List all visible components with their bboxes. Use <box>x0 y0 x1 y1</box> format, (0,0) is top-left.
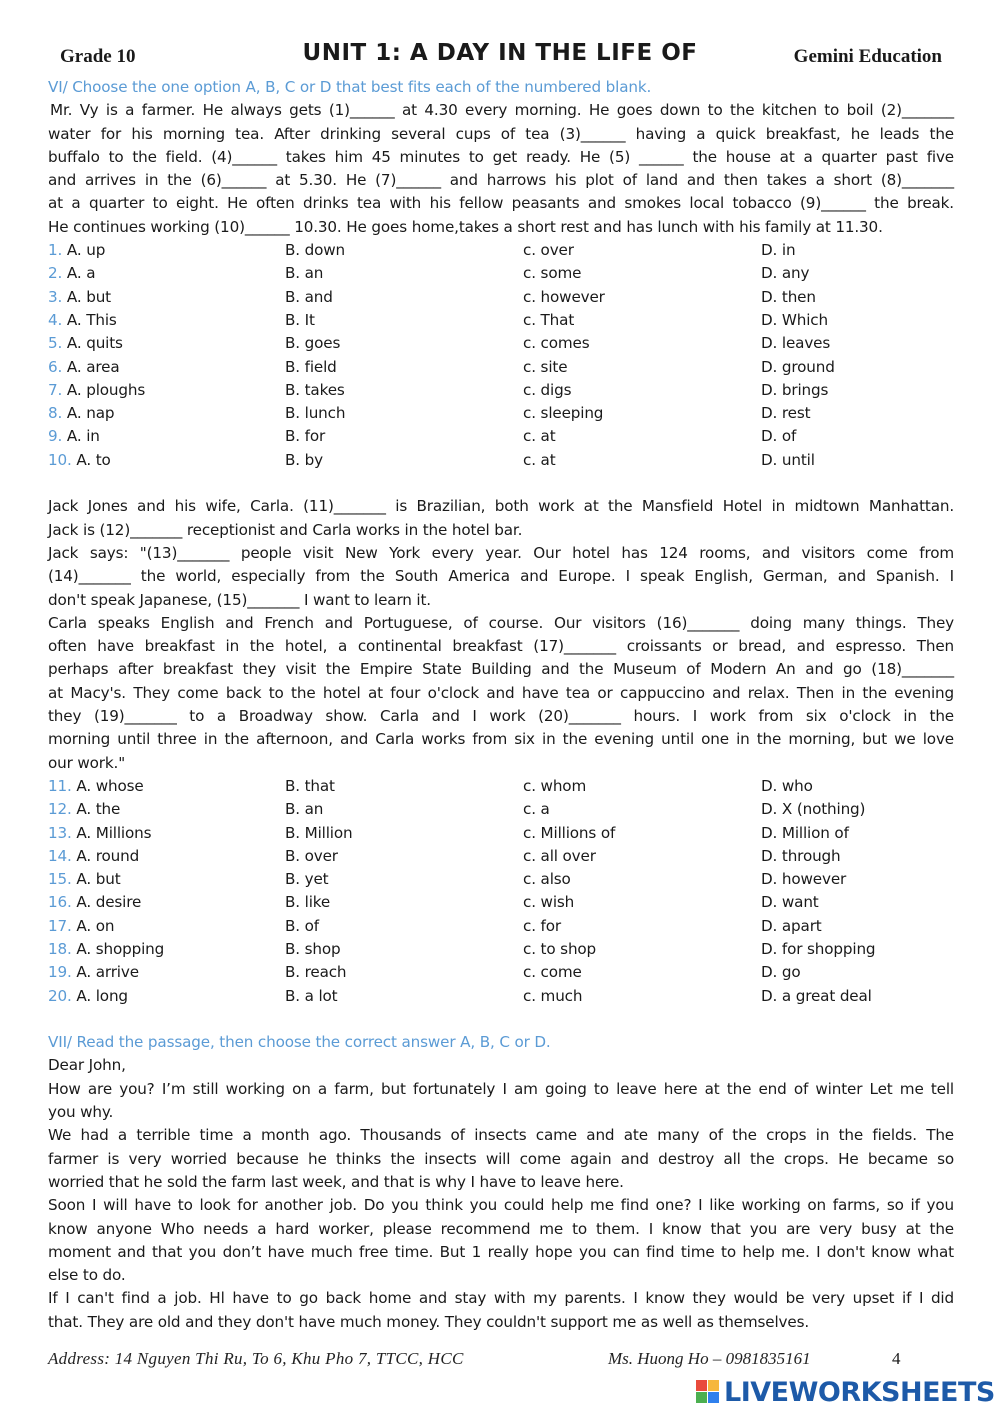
brand-name: LIVEWORKSHEETS <box>724 1376 995 1408</box>
option-a-cell <box>48 798 120 821</box>
option-c[interactable]: c. much <box>523 986 583 1005</box>
passage-line: Jack is (12)_______ receptionist and Carla works in the hotel bar. <box>48 520 523 539</box>
option-d[interactable]: D. a great deal <box>761 986 872 1005</box>
passage-line: Jack Jones and his wife, Carla. (11)_______ is Brazilian, both work at the Mansfield Hotel in midtown Manhattan. <box>48 497 954 516</box>
option-a[interactable]: A. to <box>76 450 111 469</box>
section-6-instruction: VI/ Choose the one option A, B, C or D that best fits each of the numbered blank. <box>48 78 652 96</box>
option-b[interactable]: B. field <box>285 357 337 376</box>
option-d[interactable]: D. leaves <box>761 334 831 353</box>
option-a[interactable]: A. long <box>76 986 128 1005</box>
question-row <box>48 985 954 1008</box>
passage-line: at Macy's. They come back to the hotel at four o'clock and have tea or cappuccino and relax. Then in the evening <box>48 683 954 702</box>
option-c[interactable]: c. come <box>523 963 582 982</box>
option-a-cell <box>48 356 120 379</box>
option-c[interactable]: c. for <box>523 916 561 935</box>
question-row <box>48 402 954 425</box>
page-number: 4 <box>892 1349 901 1368</box>
option-b[interactable]: B. for <box>285 427 326 446</box>
option-a-cell <box>48 402 114 425</box>
letter-line: you why. <box>48 1103 114 1122</box>
option-c[interactable]: c. over <box>523 241 574 260</box>
option-c[interactable]: c. That <box>523 310 575 329</box>
option-d[interactable]: D. Which <box>761 310 828 329</box>
option-d[interactable]: D. through <box>761 846 841 865</box>
option-a[interactable]: A. a <box>66 264 96 283</box>
worksheet-content <box>48 76 954 1334</box>
option-d[interactable]: D. who <box>761 776 813 795</box>
option-c[interactable]: c. at <box>523 427 556 446</box>
option-a-cell <box>48 985 128 1008</box>
option-a-cell <box>48 309 117 332</box>
passage-line: water for his morning tea. After drinking several cups of tea (3)______ having a quick breakfast, he leads the <box>48 124 954 143</box>
question-number: 9. <box>48 427 63 446</box>
question-number: 4. <box>48 310 63 329</box>
question-number: 19. <box>48 963 72 982</box>
option-a[interactable]: A. ploughs <box>66 380 146 399</box>
option-c[interactable]: c. whom <box>523 776 587 795</box>
question-row <box>48 449 954 472</box>
passage-line: buffalo to the field. (4)______ takes him 45 minutes to get ready. He (5) ______ the house at a quarter past five <box>48 147 954 166</box>
question-row <box>48 938 954 961</box>
passage-line: Mr. Vy is a farmer. He always gets (1)______ at 4.30 every morning. He goes down to the kitchen to boil (2)_______ <box>50 101 954 120</box>
option-d[interactable]: D. brings <box>761 380 829 399</box>
question-number: 18. <box>48 939 72 958</box>
question-number: 10. <box>48 450 72 469</box>
option-b[interactable]: B. that <box>285 776 335 795</box>
option-b[interactable]: B. an <box>285 264 324 283</box>
option-b[interactable]: B. reach <box>285 963 347 982</box>
option-a[interactable]: A. quits <box>66 334 123 353</box>
passage-line: morning until three in the afternoon, and Carla works from six in the evening until one in the morning, but we love <box>48 730 954 749</box>
passage-line: often have breakfast in the hotel, a continental breakfast (17)_______ croissants or bread, and espresso. Then <box>48 637 954 656</box>
option-d[interactable]: D. Million of <box>761 823 849 842</box>
question-number: 14. <box>48 846 72 865</box>
option-b[interactable]: B. an <box>285 800 324 819</box>
letter-line: that. They are old and they don't have much money. They couldn't support me as well as themselves. <box>48 1312 810 1331</box>
option-c[interactable]: c. some <box>523 264 582 283</box>
option-d[interactable]: D. in <box>761 241 796 260</box>
option-b[interactable]: B. goes <box>285 334 341 353</box>
question-row <box>48 286 954 309</box>
question-number: 1. <box>48 241 63 260</box>
option-a-cell <box>48 332 123 355</box>
option-b[interactable]: B. a lot <box>285 986 338 1005</box>
passage-line: and arrives in the (6)______ at 5.30. He (7)______ and harrows his plot of land and then takes a short (8)_______ <box>48 171 954 190</box>
option-c[interactable]: c. wish <box>523 893 575 912</box>
option-a-cell <box>48 775 144 798</box>
option-a[interactable]: A. round <box>76 846 140 865</box>
option-c[interactable]: c. also <box>523 870 571 889</box>
passage-line: don't speak Japanese, (15)_______ I want to learn it. <box>48 590 431 609</box>
option-d[interactable]: D. ground <box>761 357 835 376</box>
option-c[interactable]: c. site <box>523 357 568 376</box>
passage-line: He continues working (10)______ 10.30. He goes home,takes a short rest and has lunch with his family at 11.30. <box>48 217 883 236</box>
question-row <box>48 262 954 285</box>
option-d[interactable]: D. rest <box>761 404 811 423</box>
option-a-cell <box>48 868 121 891</box>
option-a-cell <box>48 425 100 448</box>
passage-line: at a quarter to eight. He often drinks tea with his fellow peasants and smokes local tobacco (9)______ the break. <box>48 194 954 213</box>
question-row <box>48 915 954 938</box>
option-b[interactable]: B. yet <box>285 870 329 889</box>
option-a[interactable]: A. whose <box>76 776 144 795</box>
question-number: 15. <box>48 870 72 889</box>
section-7-instruction: VII/ Read the passage, then choose the correct answer A, B, C or D. <box>48 1033 551 1052</box>
question-number: 3. <box>48 287 63 306</box>
option-a-cell <box>48 961 139 984</box>
question-row <box>48 891 954 914</box>
letter-line: moment and that you don’t have much free time. But 1 really hope you can find time to help me. I don't know what <box>48 1242 954 1261</box>
option-d[interactable]: D. apart <box>761 916 822 935</box>
question-row <box>48 868 954 891</box>
question-number: 20. <box>48 986 72 1005</box>
question-row <box>48 239 954 262</box>
question-row <box>48 822 954 845</box>
option-c[interactable]: c. at <box>523 450 556 469</box>
question-row <box>48 961 954 984</box>
header-grade: Grade 10 <box>60 46 136 67</box>
option-a[interactable]: A. but <box>66 287 111 306</box>
page-title: UNIT 1: A DAY IN THE LIFE OF <box>302 40 698 66</box>
option-a-cell <box>48 449 111 472</box>
option-d[interactable]: D. of <box>761 427 797 446</box>
option-d[interactable]: D. then <box>761 287 816 306</box>
option-a-cell <box>48 262 95 285</box>
option-b[interactable]: B. shop <box>285 939 341 958</box>
option-a[interactable]: A. up <box>66 241 106 260</box>
question-number: 5. <box>48 334 63 353</box>
question-row <box>48 798 954 821</box>
option-a[interactable]: A. nap <box>66 404 115 423</box>
option-a-cell <box>48 822 151 845</box>
letter-line: Dear John, <box>48 1056 126 1075</box>
option-a-cell <box>48 286 111 309</box>
question-row <box>48 425 954 448</box>
option-a[interactable]: A. on <box>76 916 115 935</box>
option-b[interactable]: B. of <box>285 916 319 935</box>
letter-line: know anyone Who needs a hard worker, please recommend me to them. I know that you are very busy at the <box>48 1219 954 1238</box>
option-a-cell <box>48 938 164 961</box>
option-b[interactable]: B. over <box>285 846 338 865</box>
option-c[interactable]: c. to shop <box>523 939 597 958</box>
question-row <box>48 356 954 379</box>
question-number: 13. <box>48 823 72 842</box>
question-number: 6. <box>48 357 63 376</box>
question-number: 7. <box>48 380 63 399</box>
option-b[interactable]: B. Million <box>285 823 353 842</box>
option-a-cell <box>48 239 105 262</box>
passage-line: our work." <box>48 753 126 772</box>
letter-line: If I can't find a job. Hl have to go back home and stay with my parents. I know they would be very upset if I did <box>48 1289 954 1308</box>
question-row <box>48 845 954 868</box>
option-b[interactable]: B. takes <box>285 380 345 399</box>
option-d[interactable]: D. any <box>761 264 810 283</box>
option-a[interactable]: A. the <box>76 800 121 819</box>
option-b[interactable]: B. like <box>285 893 331 912</box>
option-b[interactable]: B. It <box>285 310 315 329</box>
question-number: 11. <box>48 776 72 795</box>
option-a[interactable]: A. arrive <box>76 963 139 982</box>
letter-passage <box>48 1054 954 1334</box>
option-a[interactable]: A. but <box>76 870 121 889</box>
option-a[interactable]: A. desire <box>76 893 142 912</box>
option-d[interactable]: D. until <box>761 450 815 469</box>
question-row <box>48 775 954 798</box>
question-number: 2. <box>48 264 63 283</box>
option-a[interactable]: A. area <box>66 357 120 376</box>
option-c[interactable]: c. however <box>523 287 605 306</box>
liveworksheets-logo[interactable] <box>696 1377 995 1407</box>
passage-1 <box>48 99 954 239</box>
footer-address: Address: 14 Nguyen Thi Ru, To 6, Khu Pho 7, TTCC, HCC <box>48 1349 464 1368</box>
letter-line: How are you? I’m still working on a farm, but fortunately I am going to leave here at the end of winter Let me tell <box>48 1079 954 1098</box>
question-number: 17. <box>48 916 72 935</box>
passage-line: perhaps after breakfast they visit the Empire State Building and the Museum of Modern An and go (18)_______ <box>48 660 954 679</box>
letter-line: farmer is very worried because he thinks the insects will come again and destroy all the crops. He became so <box>48 1149 954 1168</box>
passage-line: Jack says: "(13)_______ people visit New York every year. Our hotel has 124 rooms, and visitors come from <box>48 543 954 562</box>
option-b[interactable]: B. lunch <box>285 404 346 423</box>
question-row <box>48 332 954 355</box>
passage-line: (14)_______ the world, especially from the South America and Europe. I speak English, German, and Spanish. I <box>48 567 954 586</box>
option-c[interactable]: c. sleeping <box>523 404 604 423</box>
question-row <box>48 379 954 402</box>
letter-line: Soon I will have to look for another job. Do you think you could help me find one? I like working on farms, so if you <box>48 1196 954 1215</box>
header-publisher: Gemini Education <box>793 46 942 67</box>
question-number: 12. <box>48 800 72 819</box>
option-a[interactable]: A. in <box>66 427 100 446</box>
letter-line: worried that he sold the farm last week, and that is why I have to leave here. <box>48 1172 624 1191</box>
option-d[interactable]: D. however <box>761 870 847 889</box>
question-number: 8. <box>48 404 63 423</box>
option-a-cell <box>48 379 145 402</box>
option-c[interactable]: c. all over <box>523 846 596 865</box>
option-a[interactable]: A. This <box>66 310 117 329</box>
option-c[interactable]: c. comes <box>523 334 590 353</box>
option-b[interactable]: B. by <box>285 450 323 469</box>
option-b[interactable]: B. down <box>285 241 346 260</box>
option-d[interactable]: D. go <box>761 963 801 982</box>
footer-contact: Ms. Huong Ho – 0981835161 <box>608 1349 811 1368</box>
option-d[interactable]: D. want <box>761 893 819 912</box>
question-number: 16. <box>48 893 72 912</box>
option-c[interactable]: c. Millions of <box>523 823 616 842</box>
option-d[interactable]: D. for shopping <box>761 939 876 958</box>
option-d[interactable]: D. X (nothing) <box>761 800 866 819</box>
option-c[interactable]: c. digs <box>523 380 572 399</box>
option-a-cell <box>48 915 114 938</box>
question-row <box>48 309 954 332</box>
option-a[interactable]: A. Millions <box>76 823 152 842</box>
passage-line: they (19)_______ to a Broadway show. Carla and I work (20)_______ hours. I work from six o'clock in the <box>48 707 954 726</box>
option-b[interactable]: B. and <box>285 287 333 306</box>
option-a-cell <box>48 845 139 868</box>
liveworksheets-logo-icon <box>696 1380 720 1404</box>
option-a-cell <box>48 891 141 914</box>
option-c[interactable]: c. a <box>523 800 550 819</box>
question-list-1 <box>48 239 954 472</box>
passage-2 <box>48 495 954 775</box>
letter-line: We had a terrible time a month ago. Thousands of insects came and ate many of the crops in the fields. The <box>48 1126 954 1145</box>
passage-line: Carla speaks English and French and Portuguese, of course. Our visitors (16)_______ doing many things. They <box>48 613 954 632</box>
question-list-2 <box>48 775 954 1008</box>
letter-line: else to do. <box>48 1266 126 1285</box>
option-a[interactable]: A. shopping <box>76 939 165 958</box>
